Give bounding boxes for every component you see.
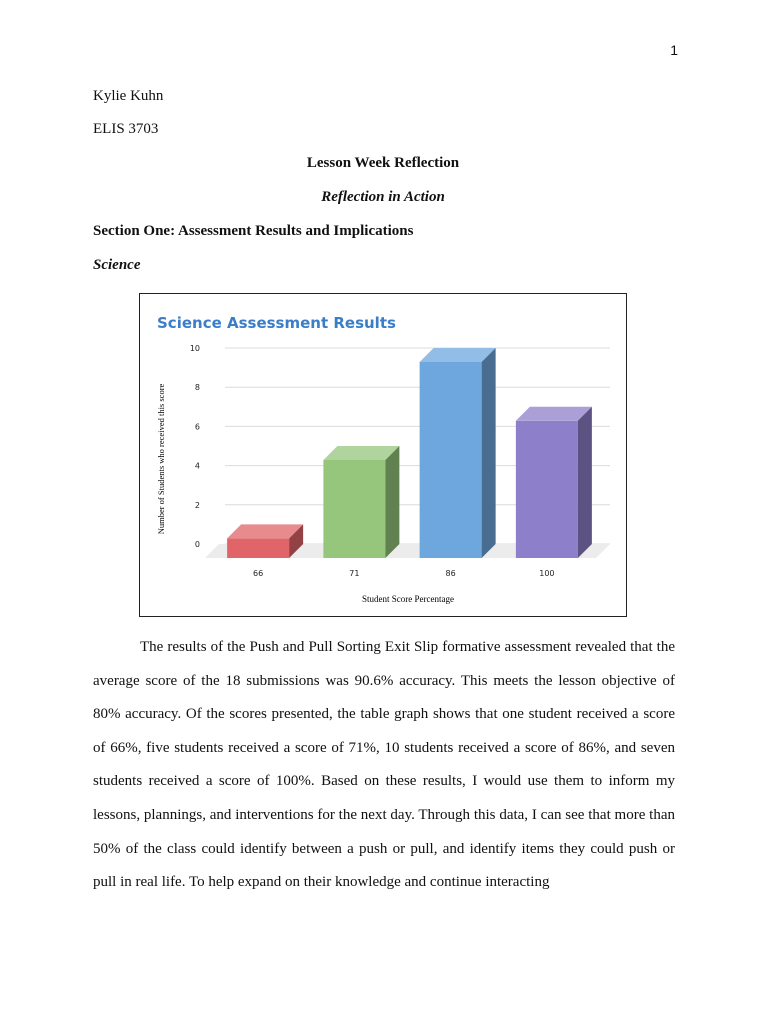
chart-x-tick-label: 66 xyxy=(253,569,264,578)
chart-canvas xyxy=(140,294,626,616)
chart-bar xyxy=(323,446,399,558)
document-title: Lesson Week Reflection xyxy=(306,155,460,171)
chart-y-tick-label: 0 xyxy=(194,540,200,549)
chart-y-tick-label: 8 xyxy=(194,383,200,393)
chart-y-tick-label: 10 xyxy=(189,344,200,353)
document-subtitle: Reflection in Action xyxy=(321,189,445,205)
chart-y-tick-label: 4 xyxy=(194,461,200,471)
chart-bar-front xyxy=(420,362,482,558)
chart-bar-side xyxy=(482,348,496,558)
body-text xyxy=(93,631,675,900)
chart-bar xyxy=(420,348,496,558)
chart-y-ticks xyxy=(190,344,200,549)
chart-y-axis-label: Number of Students who received this score xyxy=(156,383,166,535)
chart-bar-front xyxy=(227,538,289,558)
section-heading: Section One: Assessment Results and Implications xyxy=(93,223,414,239)
chart-bar-side xyxy=(385,446,399,558)
chart-x-ticks xyxy=(253,569,554,578)
chart-bar-side xyxy=(578,407,592,558)
chart-bar xyxy=(227,524,303,558)
page-number: 1 xyxy=(670,42,678,58)
body-paragraph: The results of the Push and Pull Sorting Exit Slip formative assessment revealed that the average score of the 18 submissions was 90.6% accuracy. This meets the lesson objective of 80% accuracy. Of the scores presented, the table graph shows that one student received a score of 66%, five students received a score of 71%, 10 students received a score of 86%, and seven students received a score of 100%. Based on these results, I would use them to inform my lessons, plannings, and interventions for the next day. Through this data, I can see that more than 50% of the class could identify between a push or pull, and identify items they could push or pull in real life. To help expand on their knowledge and continue interacting xyxy=(93,639,675,891)
chart-bar xyxy=(516,407,592,558)
course-code: ELIS 3703 xyxy=(93,121,159,137)
chart-bars xyxy=(227,348,592,558)
chart-x-tick-label: 100 xyxy=(539,569,555,578)
chart-title: Science Assessment Results xyxy=(157,314,396,332)
author-name: Kylie Kuhn xyxy=(93,88,164,104)
chart-x-axis-label: Student Score Percentage xyxy=(362,594,454,604)
chart-bar-front xyxy=(516,421,578,558)
science-chart xyxy=(139,293,627,617)
subsection-heading: Science xyxy=(93,257,141,273)
chart-y-tick-label: 2 xyxy=(194,500,200,510)
chart-x-tick-label: 86 xyxy=(445,569,456,578)
chart-x-tick-label: 71 xyxy=(349,569,360,578)
chart-bar-front xyxy=(323,460,385,558)
chart-y-tick-label: 6 xyxy=(194,422,200,432)
